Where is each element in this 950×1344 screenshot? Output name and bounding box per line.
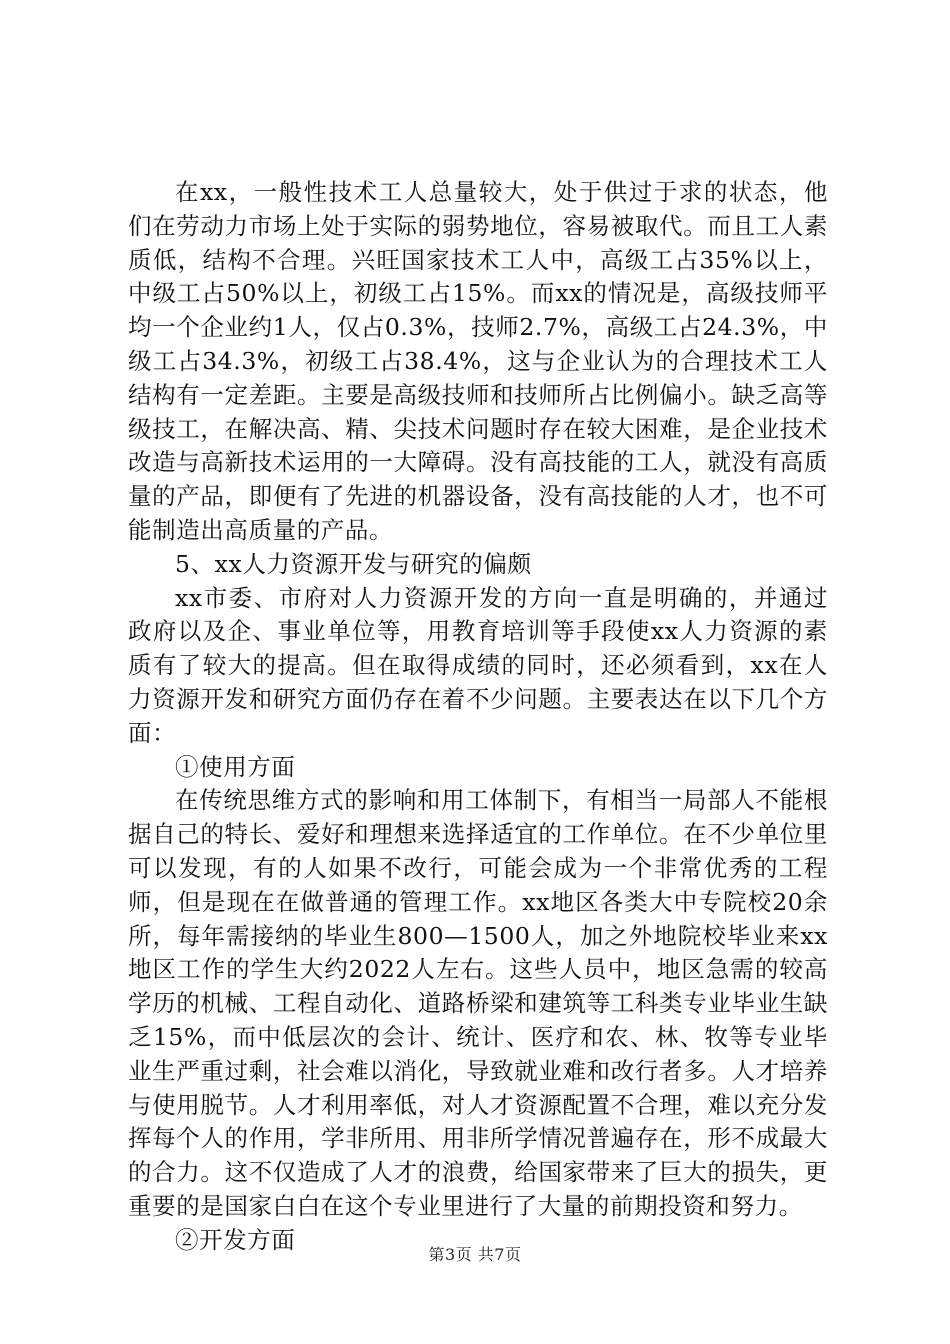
paragraph-usage: 在传统思维方式的影响和用工体制下，有相当一局部人不能根据自己的特长、爱好和理想来选择适宜的工作单位。在不少单位里可以发现，有的人如果不改行，可能会成为一个非常优秀的工程师，但是现在在做普通的管理工作。xx地区各类大中专院校20余所，每年需接纳的毕业生800—1500人，加之外地院校毕业来xx地区工作的学生大约2022人左右。这些人员中，地区急需的较高学历的机械、工程自动化、道路桥梁和建筑等工科类专业毕业生缺乏15%，而中低层次的会计、统计、医疗和农、林、牧等专业毕业生严重过剩，社会难以消化，导致就业难和改行者多。人才培养与使用脱节。人才利用率低，对人才资源配置不合理，难以充分发挥每个人的作用，学非所用、用非所学情况普遍存在，形不成最大的合力。这不仅造成了人才的浪费，给国家带来了巨大的损失，更重要的是国家白白在这个专业里进行了大量的前期投资和努力。 (128, 786, 828, 1220)
paragraph-hr-overview: xx市委、市府对人力资源开发的方向一直是明确的，并通过政府以及企、事业单位等，用教育培训等手段使xx人力资源的素质有了较大的提高。但在取得成绩的同时，还必须看到，xx在人力资源开发和研究方面仍存在着不少问题。主要表达在以下几个方面： (128, 583, 828, 747)
page-number-footer: 第3页 共7页 (428, 1245, 522, 1264)
paragraph-technical-workers: 在xx，一般性技术工人总量较大，处于供过于求的状态，他们在劳动力市场上处于实际的弱势地位，容易被取代。而且工人素质低，结构不合理。兴旺国家技术工人中，高级工占35%以上，中级工占50%以上，初级工占15%。而xx的情况是，高级技师平均一个企业约1人，仅占0.3%，技师2.7%，高级工占24.3%，中级工占34.3%，初级工占38.4%，这与企业认为的合理技术工人结构有一定差距。主要是高级技师和技师所占比例偏小。缺乏高等级技工，在解决高、精、尖技术问题时存在较大困难，是企业技术改造与高新技术运用的一大障碍。没有高技能的工人，就没有高质量的产品，即便有了先进的机器设备，没有高技能的人才，也不可能制造出高质量的产品。 (128, 178, 828, 544)
subheading-development: ②开发方面 (175, 1225, 296, 1254)
section-heading-hr-development: 5、xx人力资源开发与研究的偏颇 (175, 549, 532, 578)
subheading-usage: ①使用方面 (175, 752, 296, 781)
document-body (128, 176, 828, 1258)
